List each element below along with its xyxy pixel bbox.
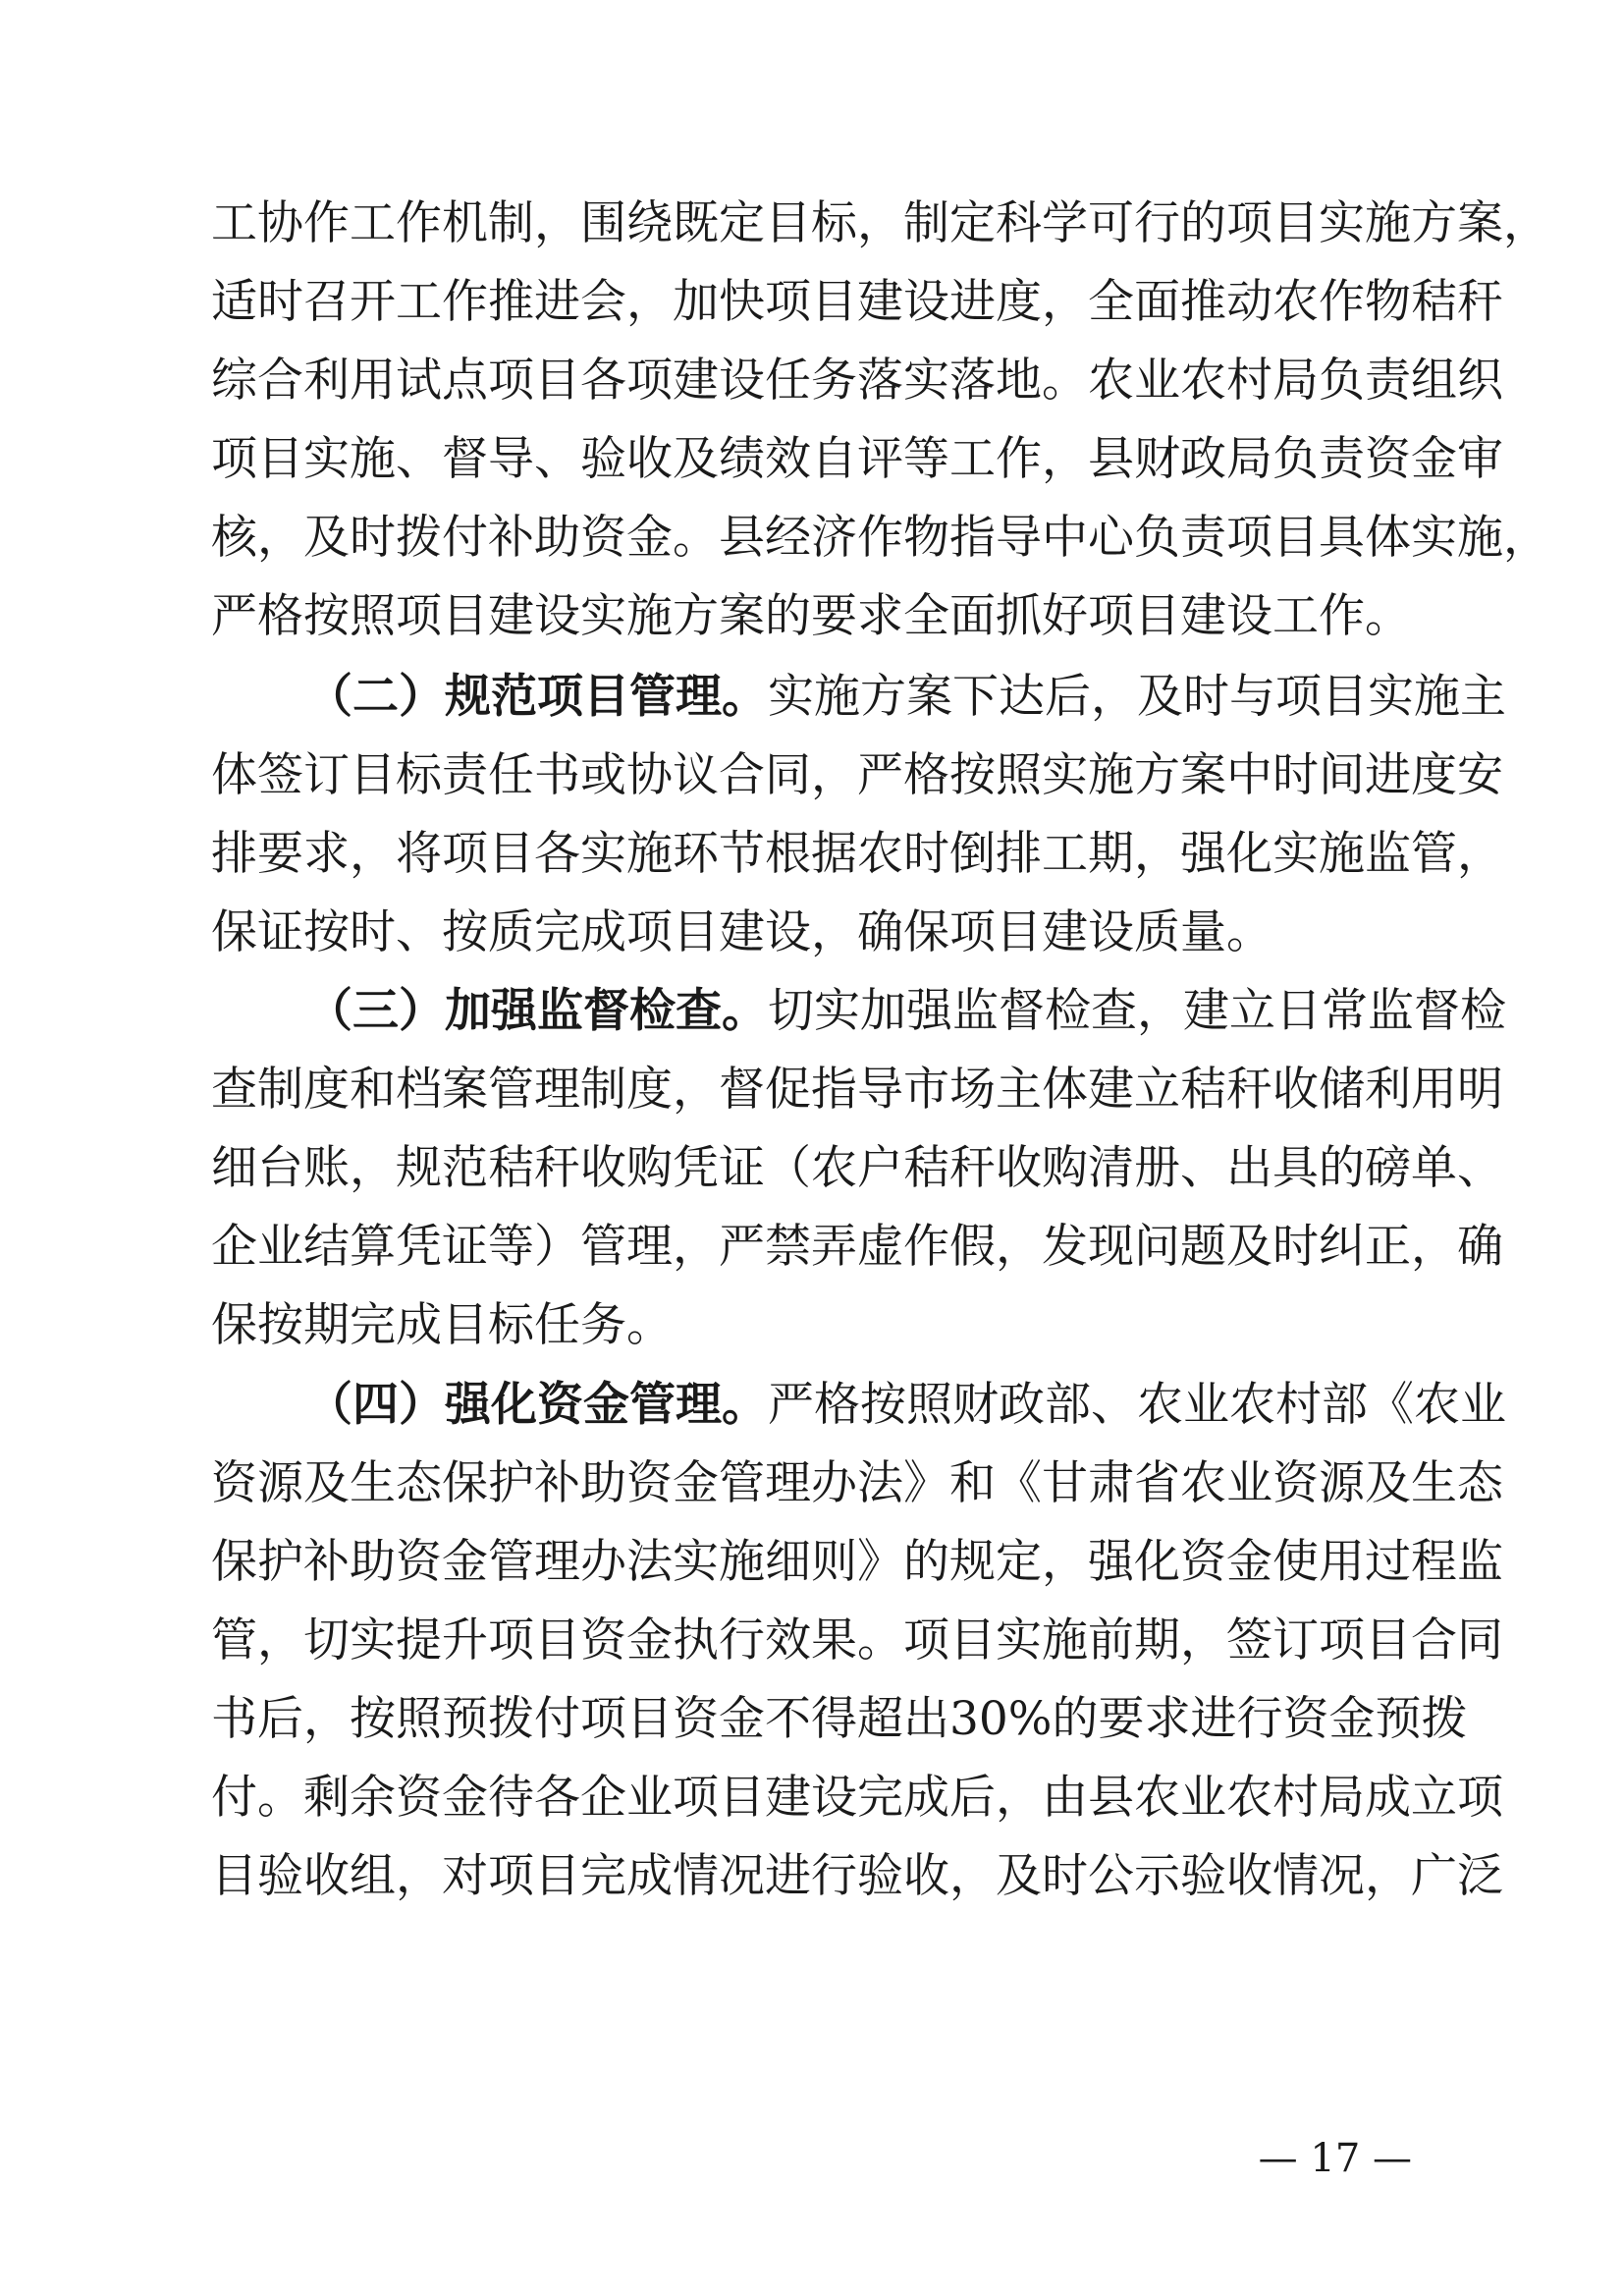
section-first-line (306, 1366, 1506, 1445)
body-text-line: 资源及生态保护补助资金管理办法》和《甘肃省农业资源及生态 (211, 1456, 1503, 1510)
body-text-line: 适时召开工作推进会，加快项目建设进度，全面推动农作物秸秆 (211, 275, 1503, 329)
body-text-line: 保证按时、按质完成项目建设，确保项目建设质量。 (211, 905, 1272, 959)
body-text-line: 工协作工作机制，围绕既定目标，制定科学可行的项目实施方案， (211, 196, 1549, 250)
body-text-line: 排要求，将项目各实施环节根据农时倒排工期，强化实施监管， (211, 827, 1503, 881)
section-first-line (306, 972, 1506, 1051)
body-text: 切实加强监督检查，建立日常监督检 (768, 984, 1506, 1038)
body-text-line: 核，及时拨付补助资金。县经济作物指导中心负责项目具体实施， (211, 511, 1549, 565)
body-text-line: 管，切实提升项目资金执行效果。项目实施前期，签订项目合同 (211, 1613, 1503, 1667)
body-text-line: 细台账，规范秸秆收购凭证（农户秸秆收购清册、出具的磅单、 (211, 1141, 1503, 1195)
body-text: 实施方案下达后，及时与项目实施主 (768, 670, 1506, 724)
section-first-line (306, 658, 1506, 737)
body-text-line: 体签订目标责任书或协议合同，严格按照实施方案中时间进度安 (211, 748, 1503, 802)
body-text-line: 付。剩余资金待各企业项目建设完成后，由县农业农村局成立项 (211, 1771, 1503, 1825)
body-text-line: 书后，按照预拨付项目资金不得超出30%的要求进行资金预拨 (211, 1692, 1468, 1746)
body-text-line: 保按期完成目标任务。 (211, 1298, 673, 1352)
body-text-line: 保护补助资金管理办法实施细则》的规定，强化资金使用过程监 (211, 1535, 1503, 1589)
document-page (211, 0, 1549, 2296)
section-heading: （二）规范项目管理。 (306, 670, 768, 724)
body-text-line: 目验收组，对项目完成情况进行验收，及时公示验收情况，广泛 (211, 1849, 1503, 1903)
body-text-line: 查制度和档案管理制度，督促指导市场主体建立秸秆收储利用明 (211, 1063, 1503, 1117)
body-text-line: 严格按照项目建设实施方案的要求全面抓好项目建设工作。 (211, 589, 1411, 643)
body-text-line: 综合利用试点项目各项建设任务落实落地。农业农村局负责组织 (211, 354, 1503, 408)
body-text: 严格按照财政部、农业农村部《农业 (768, 1378, 1506, 1432)
body-text-line: 企业结算凭证等）管理，严禁弄虚作假，发现问题及时纠正，确 (211, 1220, 1503, 1274)
body-text-line: 项目实施、督导、验收及绩效自评等工作，县财政局负责资金审 (211, 432, 1503, 486)
page-number: — 17 — (1258, 2136, 1412, 2181)
section-heading: （四）强化资金管理。 (306, 1378, 768, 1432)
section-heading: （三）加强监督检查。 (306, 984, 768, 1038)
